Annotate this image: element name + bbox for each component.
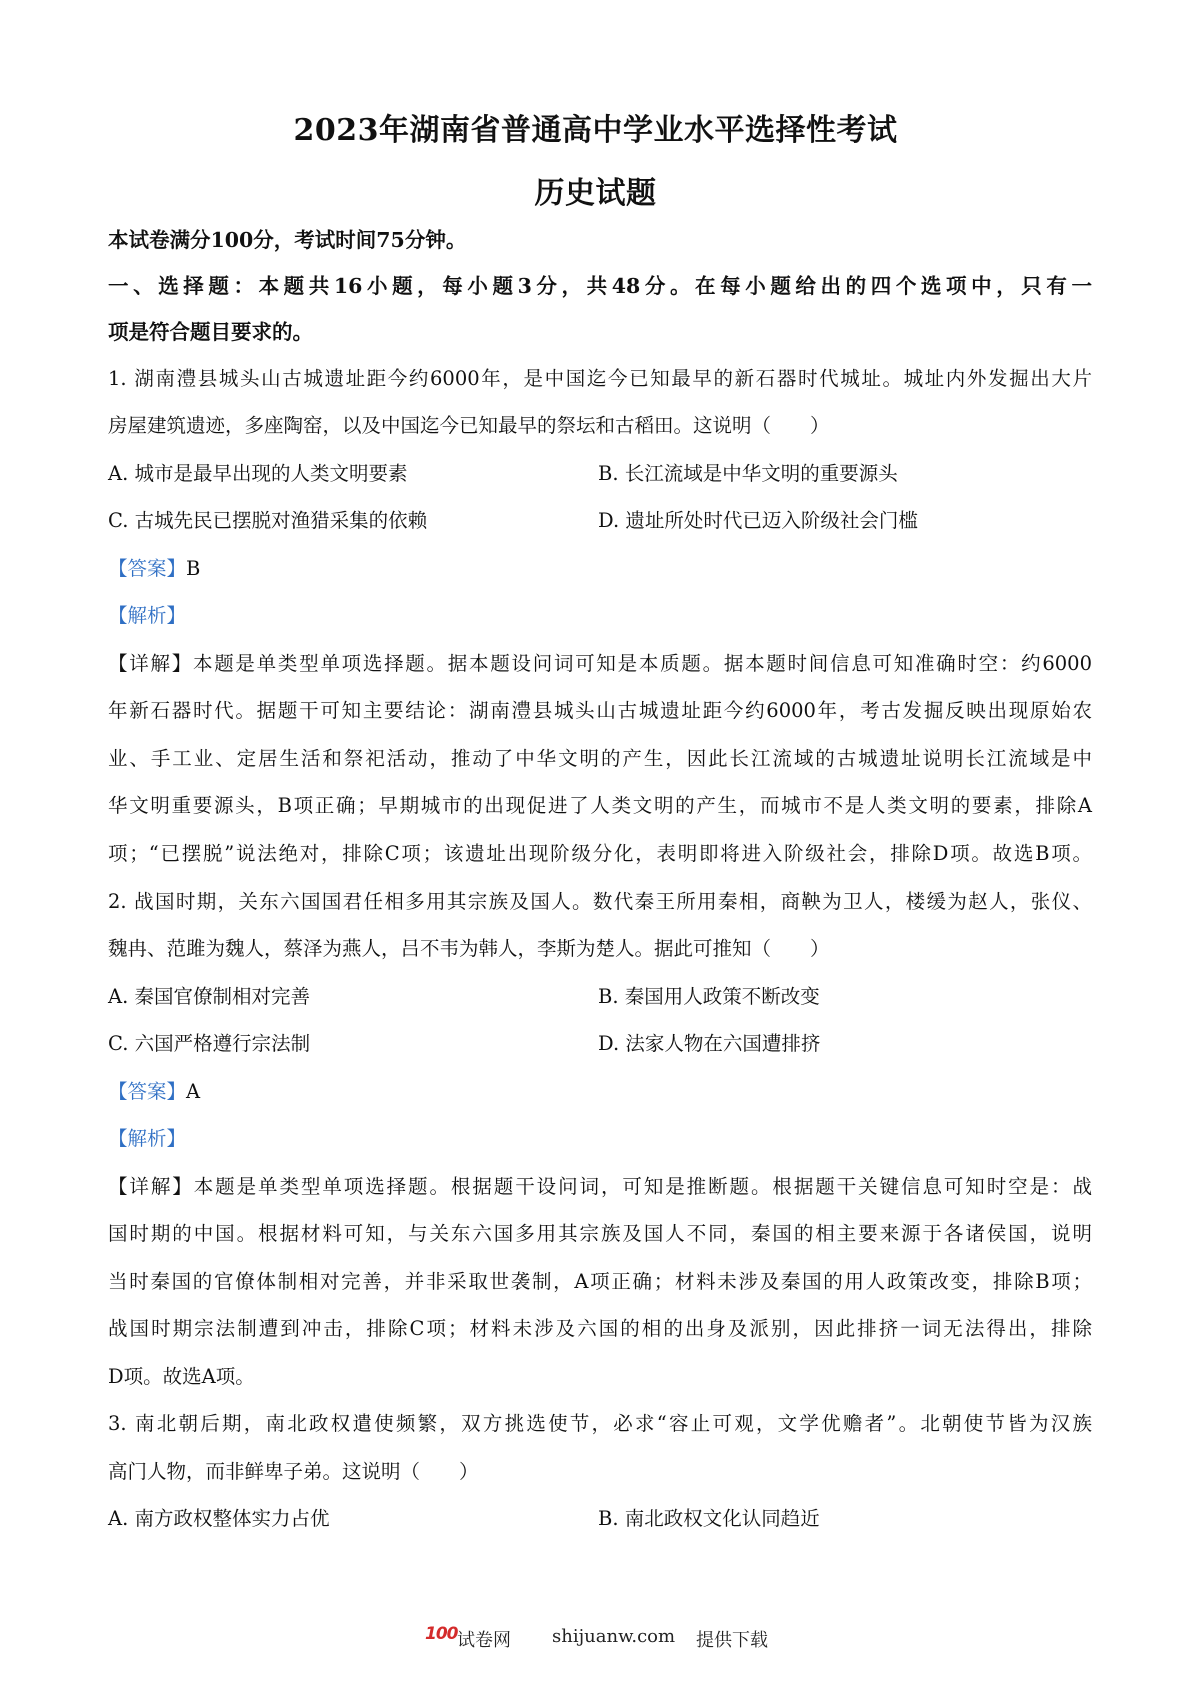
q1-detail-line4: 华文明重要源头，B项正确；早期城市的出现促进了人类文明的产生，而城市不是人类文明的要素，排除A [108, 794, 1092, 817]
q2-stem-line1: 2. 战国时期，关东六国国君任相多用其宗族及国人。数代秦王所用秦相，商鞅为卫人，楼缓为赵人，张仪、 [108, 890, 1092, 913]
q1-detail-line1 [108, 652, 1092, 676]
q1-detail-text1: 本题是单类型单项选择题。据本题设问词可知是本质题。据本题时间信息可知准确时空：约6000 [192, 652, 1092, 675]
exam-intro: 本试卷满分100分，考试时间75分钟。 [108, 228, 467, 252]
q1-option-d: D. 遗址所处时代已迈入阶级社会门槛 [598, 509, 918, 532]
site-brand: 试卷网 [457, 1630, 511, 1651]
answer-tag: 【答案】 [108, 1080, 187, 1103]
q2-detail-text1: 本题是单类型单项选择题。根据题干设问词，可知是推断题。根据题干关键信息可知时空是：战 [193, 1175, 1092, 1198]
q1-detail-line3: 业、手工业、定居生活和祭祀活动，推动了中华文明的产生，因此长江流域的古城遗址说明长江流域是中 [108, 747, 1092, 770]
section-heading-line1: 一、选择题：本题共16小题，每小题3分，共48分。在每小题给出的四个选项中，只有一 [108, 274, 1092, 298]
detail-tag: 【详解】 [108, 652, 193, 675]
q1-stem-line2: 房屋建筑遗迹，多座陶窑，以及中国迄今已知最早的祭坛和古稻田。这说明（ ） [108, 414, 830, 437]
q1-option-a: A. 城市是最早出现的人类文明要素 [108, 462, 408, 485]
q1-answer: B [186, 557, 201, 580]
site-logo: 100 [425, 1624, 458, 1644]
q1-option-b: B. 长江流域是中华文明的重要源头 [598, 462, 898, 485]
q3-stem-line1: 3. 南北朝后期，南北政权遣使频繁，双方挑选使节，必求“容止可观，文学优赡者”。北朝使节皆为汉族 [108, 1412, 1092, 1435]
q2-detail-line2: 国时期的中国。根据材料可知，与关东六国多用其宗族及国人不同，秦国的相主要来源于各诸侯国，说明 [108, 1222, 1092, 1245]
q1-stem-line1: 1. 湖南澧县城头山古城遗址距今约6000年，是中国迄今已知最早的新石器时代城址。城址内外发掘出大片 [108, 367, 1092, 390]
q3-option-b: B. 南北政权文化认同趋近 [598, 1507, 820, 1530]
q1-option-c: C. 古城先民已摆脱对渔猎采集的依赖 [108, 509, 428, 532]
subject-title: 历史试题 [534, 176, 657, 211]
exam-title: 2023年湖南省普通高中学业水平选择性考试 [293, 113, 898, 148]
q2-stem-line2: 魏冉、范雎为魏人，蔡泽为燕人，吕不韦为韩人，李斯为楚人。据此可推知（ ） [108, 937, 830, 960]
q1-detail-line5: 项；“已摆脱”说法绝对，排除C项；该遗址出现阶级分化，表明即将进入阶级社会，排除D项。故选B项。 [108, 842, 1092, 865]
detail-tag: 【详解】 [108, 1175, 194, 1198]
q2-answer: A [186, 1080, 201, 1103]
q2-detail-line4: 战国时期宗法制遭到冲击，排除C项；材料未涉及六国的相的出身及派别，因此排挤一词无法得出，排除 [108, 1317, 1092, 1340]
q2-option-b: B. 秦国用人政策不断改变 [598, 985, 820, 1008]
section-heading-line2: 项是符合题目要求的。 [108, 320, 313, 344]
site-url[interactable]: shijuanw.com [552, 1626, 676, 1647]
q3-stem-line2: 高门人物，而非鲜卑子弟。这说明（ ） [108, 1460, 479, 1483]
q2-analysis-tag: 【解析】 [108, 1127, 187, 1150]
q2-option-c: C. 六国严格遵行宗法制 [108, 1032, 311, 1055]
q1-answer-line [108, 557, 1092, 581]
q1-detail-line2: 年新石器时代。据题干可知主要结论：湖南澧县城头山古城遗址距今约6000年，考古发掘反映出现原始农 [108, 699, 1092, 722]
q2-detail-line5: D项。故选A项。 [108, 1365, 255, 1388]
q2-answer-line [108, 1080, 1092, 1104]
download-note: 提供下载 [696, 1630, 768, 1651]
q2-option-a: A. 秦国官僚制相对完善 [108, 985, 310, 1008]
q2-detail-line1 [108, 1175, 1092, 1199]
q3-option-a: A. 南方政权整体实力占优 [108, 1507, 330, 1530]
q2-option-d: D. 法家人物在六国遭排挤 [598, 1032, 821, 1055]
q2-detail-line3: 当时秦国的官僚体制相对完善，并非采取世袭制，A项正确；材料未涉及秦国的用人政策改变，排除B项； [108, 1270, 1092, 1293]
q1-analysis-tag: 【解析】 [108, 604, 187, 627]
answer-tag: 【答案】 [108, 557, 187, 580]
